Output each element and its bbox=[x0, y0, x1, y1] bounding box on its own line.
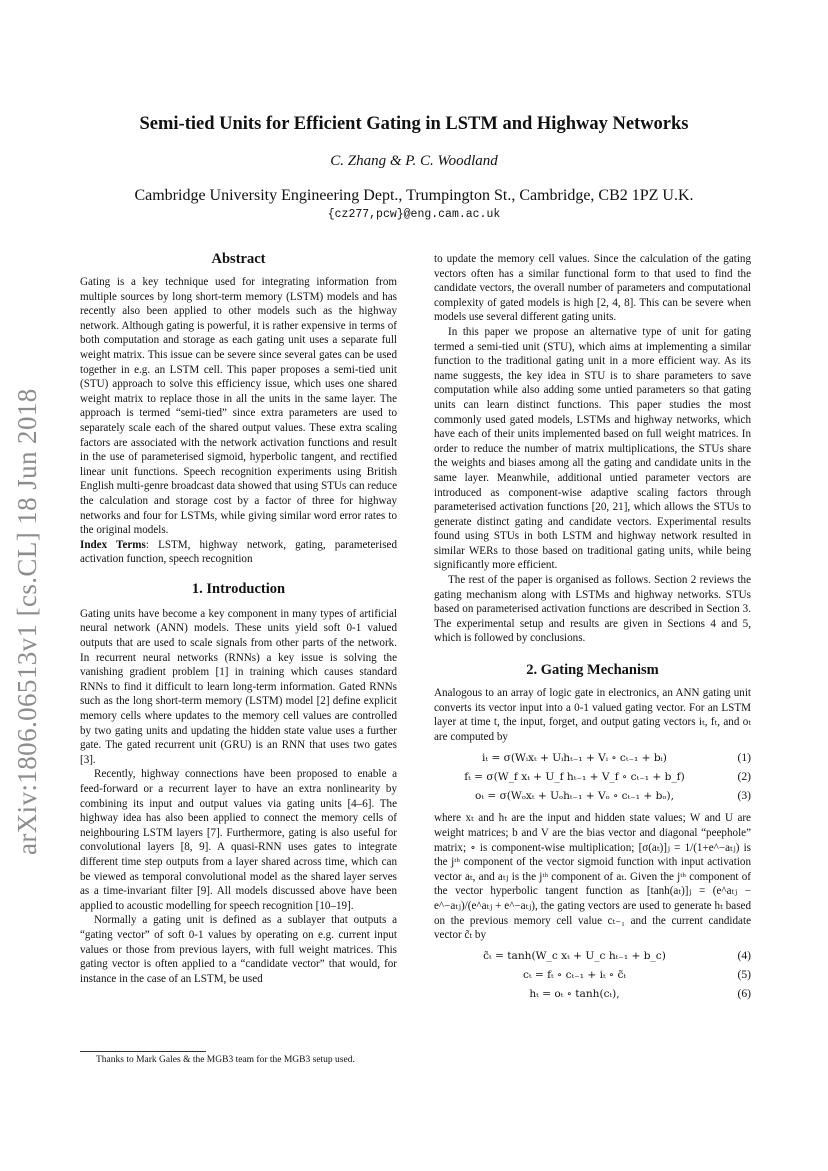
footnote: Thanks to Mark Gales & the MGB3 team for the MGB3 setup used. bbox=[96, 1055, 355, 1065]
index-terms-text: : LSTM, highway network, gating, parameterised activation function, speech recognition bbox=[80, 538, 397, 566]
left-column bbox=[80, 249, 397, 986]
equation-5-number: (5) bbox=[737, 967, 751, 981]
right-column bbox=[434, 252, 751, 1010]
equation-4 bbox=[434, 947, 751, 966]
equation-group-gates bbox=[434, 748, 751, 805]
intro-paragraph-2: Recently, highway connections have been proposed to enable a feed-forward or a recurrent layer to have an extra nonlinearity by combining its input and output values via gating units [4–6]. The highway idea has also been applied to connect the memory cells of neighbouring LSTM layers [7]. Furthermore, gating is also useful for convolutional layers [8, 9]. A quasi-RNN uses gates to integrate different time step outputs from a layer shared across time, which can be viewed as temporal convolutional model as the shared layer serves as a time-invariant filter [9]. All models discussed above have been applied to acoustic modelling for speech recognition [10–19]. bbox=[80, 768, 397, 912]
equation-6-number: (6) bbox=[737, 986, 751, 1000]
gating-paragraph-1: Analogous to an array of logic gate in electronics, an ANN gating unit converts its vector input into a 0-1 valued gating vector. For an LSTM layer at time t, the input, forget, and output gating vectors iₜ, fₜ, and oₜ are computed by bbox=[434, 687, 751, 743]
authors: C. Zhang & P. C. Woodland bbox=[330, 153, 498, 169]
equation-3 bbox=[434, 786, 751, 805]
equation-3-body: oₜ = σ(Wₒxₜ + Uₒhₜ₋₁ + Vₒ ∘ cₜ₋₁ + bₒ), bbox=[474, 789, 675, 802]
equation-5-body: cₜ = fₜ ∘ cₜ₋₁ + iₜ ∘ c̃ₜ bbox=[522, 968, 627, 981]
equation-6-body: hₜ = oₜ ∘ tanh(cₜ), bbox=[529, 987, 620, 1000]
equation-4-number: (4) bbox=[737, 948, 751, 962]
introduction-heading: 1. Introduction bbox=[191, 580, 286, 597]
paper-title: Semi-tied Units for Efficient Gating in LSTM and Highway Networks bbox=[139, 114, 689, 134]
intro-paragraph-3: Normally a gating unit is defined as a sublayer that outputs a “gating vector” of soft 0-1 values by operating on e.g. current input values or those from previous layers, with full weight matrices. This gating vector is often applied to a “candidate vector” that would, for instance in the case of an LSTM, be used bbox=[80, 914, 397, 985]
intro-paragraph-3-continued: to update the memory cell values. Since the calculation of the gating vectors often has a similar functional form to that used to find the candidate vectors, the overall number of parameters and computational complexity of gated models is high [2, 4, 8]. This can be severe when models use several different gating units. bbox=[434, 253, 751, 324]
index-terms-label: Index Terms bbox=[80, 538, 146, 551]
footnote-rule bbox=[80, 1051, 206, 1052]
abstract-heading: Abstract bbox=[211, 251, 266, 267]
index-terms bbox=[80, 538, 397, 567]
intro-paragraph-1: Gating units have become a key component in many types of artificial neural network (ANN) models. These units yield soft 0-1 valued outputs that are used to scale signals from other parts of the network. In recurrent neural networks (RNNs) a key issue is solving the vanishing gradient problem [1] in training which causes standard RNNs to find it difficult to learn long-term information. Gated RNNs such as the long short-term memory (LSTM) model [2] define explicit memory cells where updates to the memory cell values are controlled by two gating units and updating the hidden state value uses a further gate. The gated recurrent unit (GRU) is an RNN that uses two gates [3]. bbox=[80, 607, 397, 766]
affiliation: Cambridge University Engineering Dept., Trumpington St., Cambridge, CB2 1PZ U.K. bbox=[134, 187, 694, 204]
equation-1-body: iₜ = σ(Wᵢxₜ + Uᵢhₜ₋₁ + Vᵢ ∘ cₜ₋₁ + bᵢ) bbox=[482, 751, 667, 764]
intro-paragraph-4: In this paper we propose an alternative type of unit for gating termed a semi-tied unit (STU), which aims at implementing a similar function to the traditional gating unit in a more efficient way. As its name suggests, the key idea in STU is to share parameters to save computation while also adding some untied parameters so that gating units can learn distinct functions. This paper studies the most commonly used gated models, LSTMs and highway networks, which have each of their units implemented based on full weight matrices. In order to reduce the number of matrix multiplications, the STUs share the weights and biases among all the gating and candidate units in the same layer. Meanwhile, additional untied parameter vectors are introduced as component-wise adaptive scaling factors through parameterised activation functions [20, 21], which allows the STUs to generate distinct gating and candidate vectors. Experimental results found using STUs in both LSTM and highway network resulted in similar WERs to those based on traditional gating units, while being significantly more efficient. bbox=[434, 325, 751, 572]
equation-3-number: (3) bbox=[737, 788, 751, 802]
intro-paragraph-5: The rest of the paper is organised as follows. Section 2 reviews the gating mechanism along with LSTMs and highway networks. STUs based on parameterised activation functions are described in Section 3. The experimental setup and results are given in Sections 4 and 5, which is followed by conclusions. bbox=[434, 574, 751, 645]
equation-group-cell bbox=[434, 947, 751, 1004]
equation-6 bbox=[434, 985, 751, 1004]
equation-2-number: (2) bbox=[737, 769, 751, 783]
gating-mechanism-heading: 2. Gating Mechanism bbox=[526, 662, 659, 679]
equation-2-body: fₜ = σ(W_f xₜ + U_f hₜ₋₁ + V_f ∘ cₜ₋₁ + b_f) bbox=[464, 770, 685, 783]
gating-paragraph-2: where xₜ and hₜ are the input and hidden state values; W and U are weight matrices; b and V are the bias vector and diagonal “peephole” matrix; ∘ is component-wise multiplication; [σ(aₜ)]ⱼ = 1/(1+e^−aₜⱼ) is the jᵗʰ component of the vector sigmoid function with input activation vector aₜ, and aₜⱼ is the jᵗʰ component of aₜ. Given the jᵗʰ component of the vector hyperbolic tangent function as [tanh(aₜ)]ⱼ = (e^aₜⱼ − e^−aₜⱼ)/(e^aₜⱼ + e^−aₜⱼ), the gating vectors are used to generate hₜ based on the previous memory cell value cₜ₋₁ and the current candidate vector c̃ₜ by bbox=[434, 812, 751, 942]
equation-1-number: (1) bbox=[737, 750, 751, 764]
arxiv-identifier: arXiv:1806.06513v1 [cs.CL] 18 Jun 2018 bbox=[12, 388, 42, 855]
equation-2 bbox=[434, 767, 751, 786]
equation-1 bbox=[434, 748, 751, 767]
equation-5 bbox=[434, 966, 751, 985]
equation-4-body: c̃ₜ = tanh(W_c xₜ + U_c hₜ₋₁ + b_c) bbox=[483, 949, 666, 962]
abstract-text: Gating is a key technique used for integrating information from multiple sources by long short-term memory (LSTM) models and has recently also been applied to other models such as the highway network. Although gating is powerful, it is rather expensive in terms of both computation and storage as each gating unit uses a separate full weight matrix. This issue can be severe since several gates can be used together in e.g. an LSTM cell. This paper proposes a semi-tied unit (STU) approach to solve this efficiency issue, which uses one shared weight matrix to replace those in all the units in the same layer. The approach is termed “semi-tied” since extra parameters are used to separately scale each of the shared output values. These extra scaling factors are associated with the network activation functions and result in the use of parameterised sigmoid, hyperbolic tangent, and rectified linear unit functions. Speech recognition experiments using British English multi-genre broadcast data showed that using STUs can reduce the calculation and storage cost by a factor of three for highway networks and four for LSTMs, while giving similar word error rates to the original models. bbox=[80, 276, 397, 537]
author-email: {cz277,pcw}@eng.cam.ac.uk bbox=[327, 208, 501, 221]
